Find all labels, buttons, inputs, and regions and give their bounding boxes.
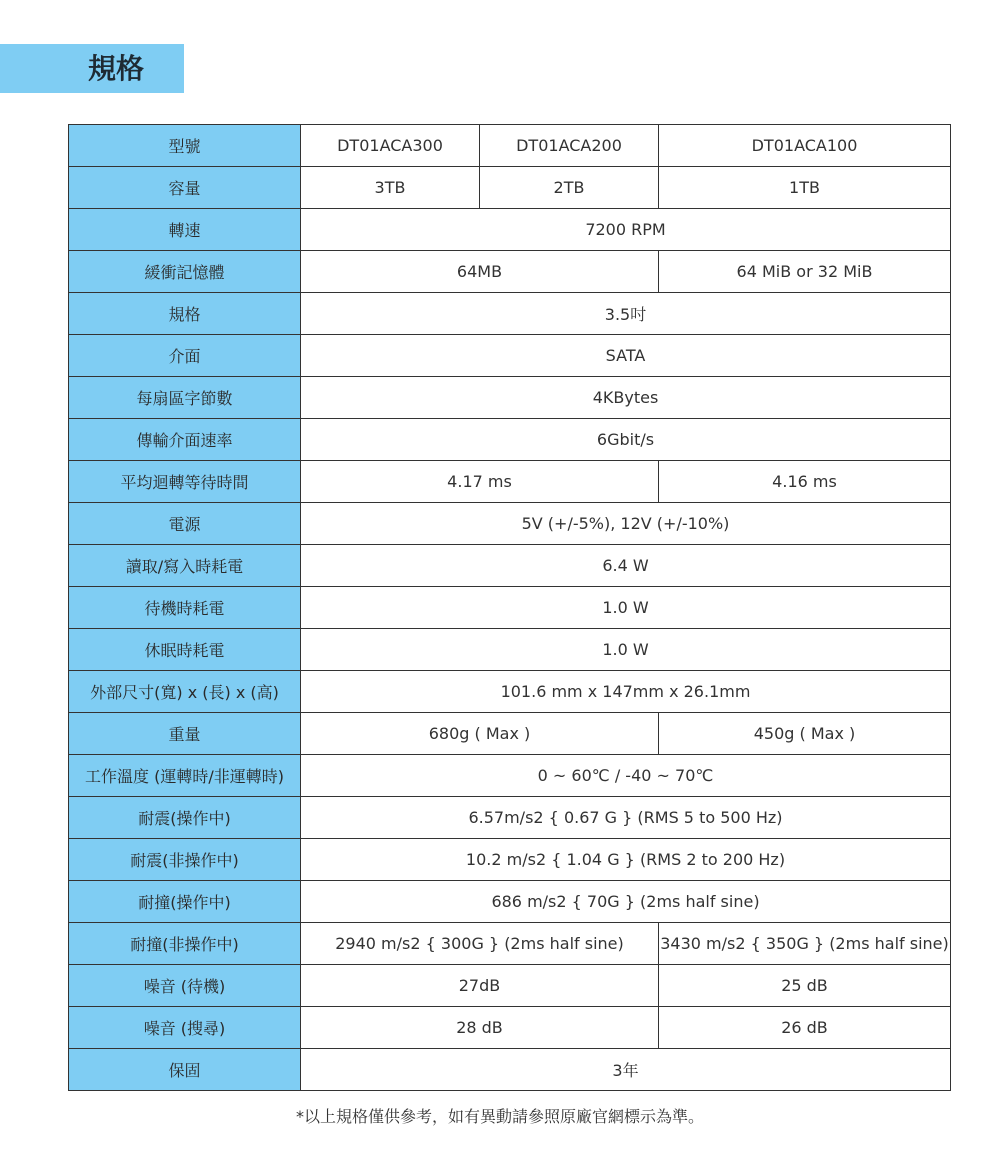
- value-cell: 10.2 m/s2 { 1.04 G } (RMS 2 to 200 Hz): [301, 839, 951, 881]
- value-cell: 3430 m/s2 { 350G } (2ms half sine): [659, 923, 951, 965]
- table-row: [69, 671, 951, 713]
- row-label: 耐撞(非操作中): [69, 923, 301, 965]
- table-row: [69, 209, 951, 251]
- value-cell: 64 MiB or 32 MiB: [659, 251, 951, 293]
- spec-table: [68, 124, 951, 1091]
- value-cell: 64MB: [301, 251, 659, 293]
- value-cell: 3年: [301, 1049, 951, 1091]
- table-row: [69, 713, 951, 755]
- row-label: 電源: [69, 503, 301, 545]
- page-title: 規格: [0, 44, 184, 93]
- row-label: 容量: [69, 167, 301, 209]
- value-cell: 27dB: [301, 965, 659, 1007]
- value-cell: 6.4 W: [301, 545, 951, 587]
- table-row: [69, 503, 951, 545]
- value-cell: 3TB: [301, 167, 480, 209]
- value-cell: 3.5吋: [301, 293, 951, 335]
- row-label: 型號: [69, 125, 301, 167]
- table-row: [69, 1049, 951, 1091]
- value-cell: 4.17 ms: [301, 461, 659, 503]
- value-cell: 5V (+/-5%), 12V (+/-10%): [301, 503, 951, 545]
- value-cell: DT01ACA100: [659, 125, 951, 167]
- table-row: [69, 251, 951, 293]
- value-cell: 1TB: [659, 167, 951, 209]
- table-row: [69, 797, 951, 839]
- value-cell: 450g ( Max ): [659, 713, 951, 755]
- value-cell: 26 dB: [659, 1007, 951, 1049]
- row-label: 耐震(非操作中): [69, 839, 301, 881]
- value-cell: 2TB: [480, 167, 659, 209]
- table-row: [69, 755, 951, 797]
- table-row: [69, 293, 951, 335]
- value-cell: 1.0 W: [301, 629, 951, 671]
- row-label: 待機時耗電: [69, 587, 301, 629]
- row-label: 傳輸介面速率: [69, 419, 301, 461]
- row-label: 讀取/寫入時耗電: [69, 545, 301, 587]
- row-label: 保固: [69, 1049, 301, 1091]
- table-row: [69, 461, 951, 503]
- spec-table-body: [69, 125, 951, 1091]
- value-cell: 6Gbit/s: [301, 419, 951, 461]
- row-label: 噪音 (待機): [69, 965, 301, 1007]
- value-cell: 101.6 mm x 147mm x 26.1mm: [301, 671, 951, 713]
- row-label: 外部尺寸(寬) x (長) x (高): [69, 671, 301, 713]
- value-cell: 6.57m/s2 { 0.67 G } (RMS 5 to 500 Hz): [301, 797, 951, 839]
- value-cell: 4.16 ms: [659, 461, 951, 503]
- table-row: [69, 965, 951, 1007]
- table-row: [69, 629, 951, 671]
- table-row: [69, 587, 951, 629]
- value-cell: DT01ACA200: [480, 125, 659, 167]
- value-cell: 4KBytes: [301, 377, 951, 419]
- value-cell: 1.0 W: [301, 587, 951, 629]
- table-row: [69, 377, 951, 419]
- table-row: [69, 881, 951, 923]
- table-row: [69, 839, 951, 881]
- row-label: 重量: [69, 713, 301, 755]
- row-label: 平均迴轉等待時間: [69, 461, 301, 503]
- footnote: *以上規格僅供參考，如有異動請參照原廠官網標示為準。: [295, 1107, 704, 1126]
- row-label: 工作溫度 (運轉時/非運轉時): [69, 755, 301, 797]
- row-label: 緩衝記憶體: [69, 251, 301, 293]
- row-label: 規格: [69, 293, 301, 335]
- value-cell: 7200 RPM: [301, 209, 951, 251]
- table-row: [69, 167, 951, 209]
- value-cell: DT01ACA300: [301, 125, 480, 167]
- value-cell: 686 m/s2 { 70G } (2ms half sine): [301, 881, 951, 923]
- table-row: [69, 1007, 951, 1049]
- value-cell: 680g ( Max ): [301, 713, 659, 755]
- row-label: 轉速: [69, 209, 301, 251]
- table-row: [69, 419, 951, 461]
- value-cell: 28 dB: [301, 1007, 659, 1049]
- value-cell: 0 ~ 60℃ / -40 ~ 70℃: [301, 755, 951, 797]
- row-label: 介面: [69, 335, 301, 377]
- table-row: [69, 125, 951, 167]
- row-label: 休眠時耗電: [69, 629, 301, 671]
- table-row: [69, 335, 951, 377]
- row-label: 耐震(操作中): [69, 797, 301, 839]
- value-cell: SATA: [301, 335, 951, 377]
- value-cell: 25 dB: [659, 965, 951, 1007]
- value-cell: 2940 m/s2 { 300G } (2ms half sine): [301, 923, 659, 965]
- table-row: [69, 923, 951, 965]
- row-label: 每扇區字節數: [69, 377, 301, 419]
- row-label: 耐撞(操作中): [69, 881, 301, 923]
- row-label: 噪音 (搜尋): [69, 1007, 301, 1049]
- table-row: [69, 545, 951, 587]
